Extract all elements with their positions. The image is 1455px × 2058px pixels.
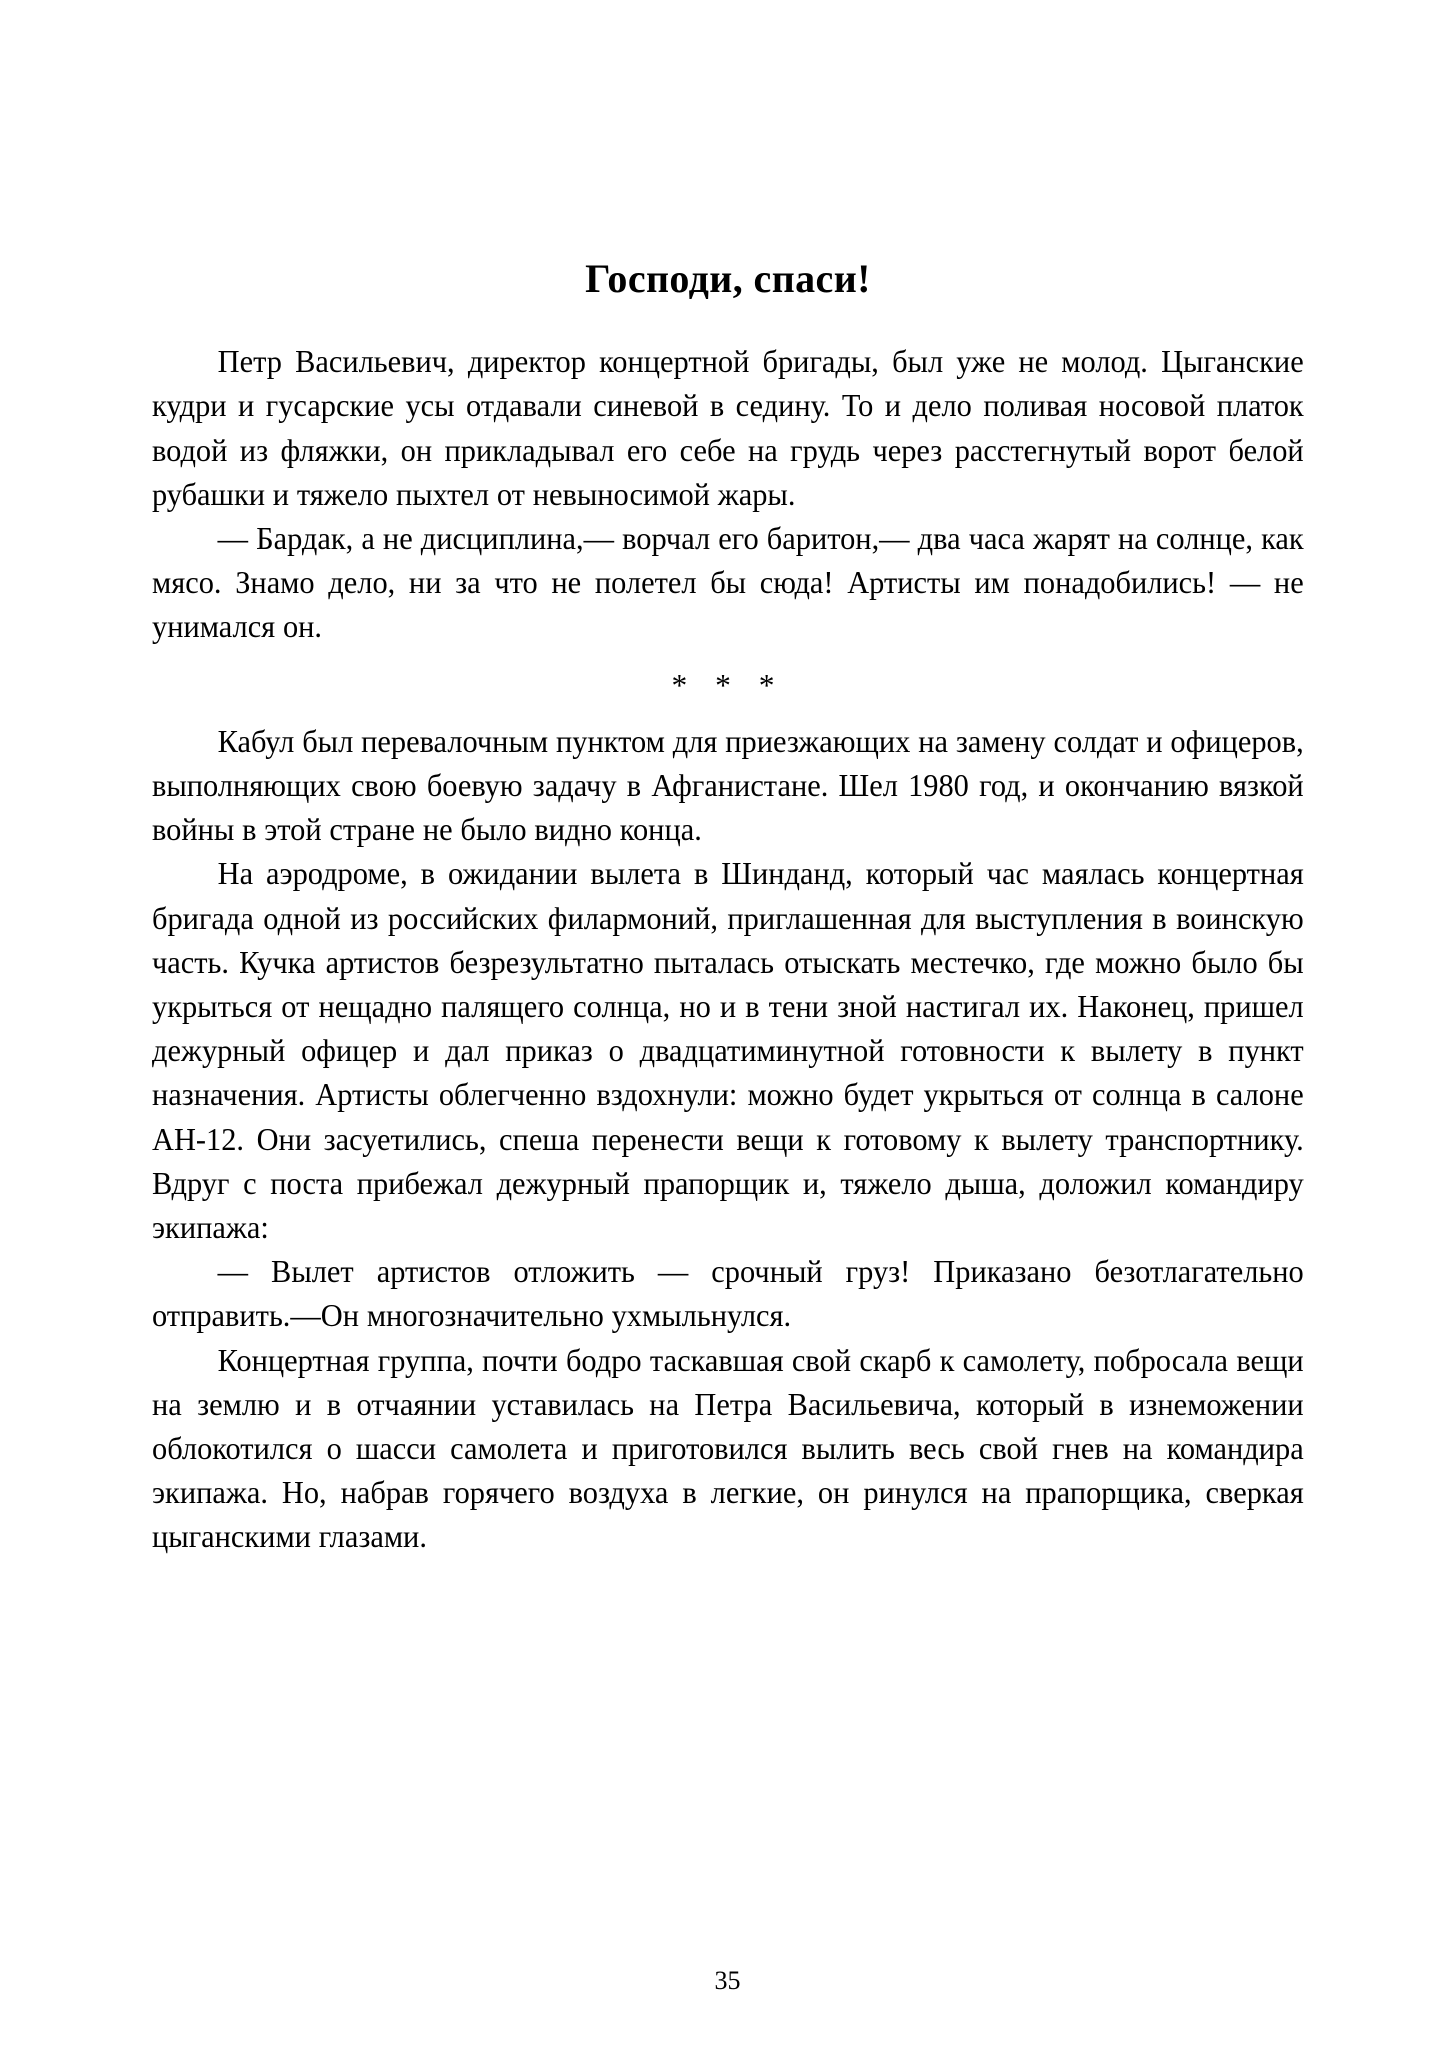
paragraph-4: На аэродроме, в ожидании вылета в Шинданд, который час маялась концертная бригада одной из российских филармоний, приглашенная для выступления в воинскую часть. Кучка артистов безрезультатно пыталась отыскать местечко, где можно было бы укрыться от нещадно палящего солнца, но и в тени зной настигал их. Наконец, пришел дежурный офицер и дал приказ о двадцатиминутной готовности к вылету в пункт назначения. Артисты облегченно вздохнули: можно будет укрыться от солнца в салоне АН-12. Они засуетились, спеша перенести вещи к готовому к вылету транспортнику. Вдруг с поста прибежал дежурный прапорщик и, тяжело дыша, доложил командиру экипажа:: [152, 856, 1304, 1246]
section-divider: * * *: [671, 667, 785, 703]
page-content: [152, 255, 1304, 1560]
paragraph-2-dialogue: — Бардак, а не дисциплина,— ворчал его баритон,— два часа жарят на солнце, как мясо. Знамо дело, ни за что не полетел бы сюда! Артисты им понадобились! — не унимался он.: [152, 521, 1304, 645]
page-number: 35: [714, 1966, 741, 1995]
paragraph-3: Кабул был перевалочным пунктом для приезжающих на замену солдат и офицеров, выполняющих свою боевую задачу в Афганистане. Шел 1980 год, и окончанию вязкой войны в этой стране не было видно конца.: [152, 723, 1304, 848]
paragraph-1: Петр Васильевич, директор концертной бригады, был уже не молод. Цыганские кудри и гусарские усы отдавали синевой в седину. То и дело поливая носовой платок водой из фляжки, он прикладывал его себе на грудь через расстегнутый ворот белой рубашки и тяжело пыхтел от невыносимой жары.: [152, 344, 1304, 512]
page-title: Господи, спаси!: [585, 256, 871, 301]
paragraph-5-dialogue: — Вылет артистов отложить — срочный груз! Приказано безотлагательно отправить.—Он многозначительно ухмыльнулся.: [152, 1254, 1304, 1334]
paragraph-6: Концертная группа, почти бодро таскавшая свой скарб к самолету, побросала вещи на землю и в отчаянии уставилась на Петра Васильевича, который в изнеможении облокотился о шасси самолета и приготовился вылить весь свой гнев на командира экипажа. Но, набрав горячего воздуха в легкие, он ринулся на прапорщика, сверкая цыганскими глазами.: [152, 1342, 1304, 1555]
